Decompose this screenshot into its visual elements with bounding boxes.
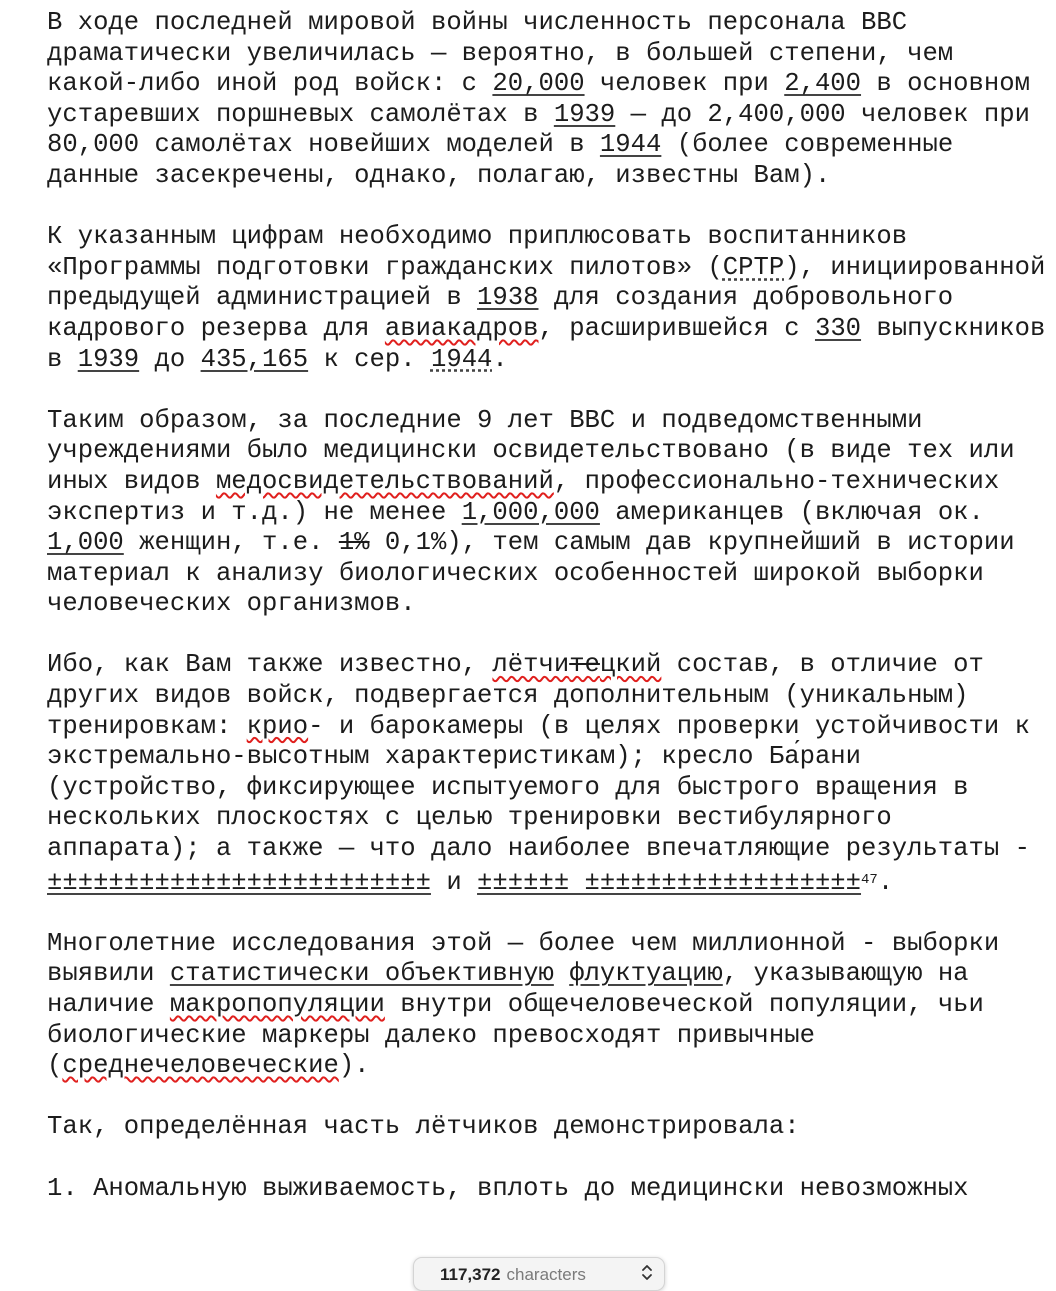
text-run bbox=[554, 959, 569, 988]
year-link: 1939 bbox=[77, 344, 140, 374]
year-link: 1944 bbox=[430, 344, 493, 374]
text-run: до bbox=[139, 344, 201, 374]
character-count-bar[interactable] bbox=[413, 1257, 665, 1291]
text-run: и bbox=[430, 867, 478, 897]
paragraph-5 bbox=[47, 929, 1047, 1082]
strikethrough-text: те bbox=[569, 650, 600, 680]
redacted-text: ±±±±±± ±±±±±±±±±±±±±±±±±± bbox=[477, 867, 862, 897]
text-run: Многолетние исследования этой — более чем миллионной - выборки выявили bbox=[47, 928, 1000, 989]
text-run: 1. Аномальную выживаемость, вплоть до медицински невозможных bbox=[47, 1173, 969, 1203]
text-run: . bbox=[492, 344, 508, 374]
paragraph-7 bbox=[47, 1174, 1047, 1205]
text-run: для создания добровольного кадрового резерва для bbox=[47, 283, 954, 343]
paragraph-1 bbox=[47, 8, 1047, 192]
paragraph-4 bbox=[47, 650, 1047, 898]
paragraph-6 bbox=[47, 1112, 1047, 1143]
chevron-up-down-icon[interactable] bbox=[640, 1262, 654, 1282]
misspelled-word[interactable]: среднечеловеческие bbox=[62, 1051, 339, 1081]
underlined-phrase: статистически объективную bbox=[169, 959, 554, 989]
text-run: женщин, т.е. bbox=[123, 528, 339, 558]
text-run: ), инициированной предыдущей администрацией в bbox=[47, 252, 1046, 313]
year-link: 1939 bbox=[553, 99, 616, 129]
number-link: 330 bbox=[814, 313, 862, 343]
paragraph-2 bbox=[47, 222, 1047, 375]
text-run: . bbox=[877, 867, 894, 897]
number-link: 1,000 bbox=[47, 528, 124, 558]
text-run: Ибо, как Вам также известно, bbox=[47, 650, 493, 680]
underlined-word: флуктуацию bbox=[569, 959, 723, 989]
text-run: К указанным цифрам необходимо приплюсовать воспитанников «Программы подготовки гражданских пилотов» ( bbox=[47, 222, 908, 282]
text-run: Таким образом, за последние 9 лет ВВС и подведомственными учреждениями было медицински освидетельствовано (в виде тех или иных видов bbox=[47, 405, 1015, 496]
number-link: 20,000 bbox=[492, 69, 585, 99]
word-part: цкий bbox=[599, 650, 662, 680]
text-run: человек при bbox=[584, 69, 785, 99]
year-link: 1944 bbox=[599, 130, 662, 160]
paragraph-3 bbox=[47, 406, 1047, 620]
text-run: американцев (включая ок. bbox=[599, 497, 984, 527]
text-run: в основном устаревших поршневых самолётах в bbox=[47, 69, 1030, 129]
number-link: 1,000,000 bbox=[461, 497, 600, 527]
text-run: внутри общечеловеческой популяции, чьи биологические маркеры далеко превосходят привычные ( bbox=[47, 990, 984, 1081]
strikethrough-text: 1% bbox=[338, 528, 370, 558]
redacted-text: ±±±±±±±±±±±±±±±±±±±±±±±±± bbox=[47, 867, 431, 897]
text-run: - и барокамеры (в целях проверки устойчивости к экстремально-высотным характеристикам); кресло Ба́рани (устройство, фиксирующее испытуемого для быстрого вращения в нескольких плоскостях с целью тренировки вестибулярного аппарата); а также — что дало наиболее впечатляющие результаты - bbox=[47, 711, 1030, 864]
misspelled-word[interactable]: крио bbox=[246, 711, 309, 741]
text-run: — до 2,400,000 человек при 80,000 самолётах новейших моделей в bbox=[47, 99, 1030, 160]
text-run: В ходе последней мировой войны численность персонала ВВС драматически увеличилась — вероятно, в большей степени, чем какой-либо иной род войск: с bbox=[47, 8, 954, 99]
number-link: 2,400 bbox=[784, 69, 862, 99]
text-run: , указывающую на наличие bbox=[47, 959, 969, 1019]
text-run: состав, в отличие от других видов войск, подвергается дополнительным (уникальным) тренировкам: bbox=[47, 650, 984, 741]
text-run: выпускников в bbox=[47, 313, 1046, 374]
document-body[interactable] bbox=[47, 8, 1047, 1235]
misspelled-word[interactable] bbox=[492, 650, 661, 679]
number-link: 435,165 bbox=[200, 344, 309, 374]
misspelled-word[interactable]: медосвидетельствований bbox=[215, 466, 554, 496]
abbreviation-link: CPTP bbox=[722, 252, 785, 282]
misspelled-word[interactable]: авиакадров bbox=[384, 313, 539, 343]
footnote-marker[interactable]: 47 bbox=[861, 871, 878, 888]
text-run: (более современные данные засекречены, однако, полагаю, известны Вам). bbox=[47, 130, 954, 190]
text-run: к сер. bbox=[308, 344, 431, 374]
text-run: , профессионально-технических экспертиз и т.д.) не менее bbox=[47, 466, 1000, 527]
character-count-label: characters bbox=[506, 1265, 586, 1284]
text-run: ). bbox=[338, 1051, 370, 1081]
word-part: лётчи bbox=[492, 650, 570, 680]
character-count: 117,372 bbox=[440, 1265, 501, 1284]
text-run: 0,1%), тем самым дав крупнейший в истории материал к анализу биологических особенностей широкой выборки человеческих организмов. bbox=[47, 528, 1015, 619]
year-link: 1938 bbox=[477, 283, 539, 313]
text-run: Так, определённая часть лётчиков демонстрировала: bbox=[47, 1112, 800, 1142]
text-run: , расширившейся с bbox=[538, 313, 815, 343]
misspelled-word[interactable]: макропопуляции bbox=[169, 990, 385, 1019]
